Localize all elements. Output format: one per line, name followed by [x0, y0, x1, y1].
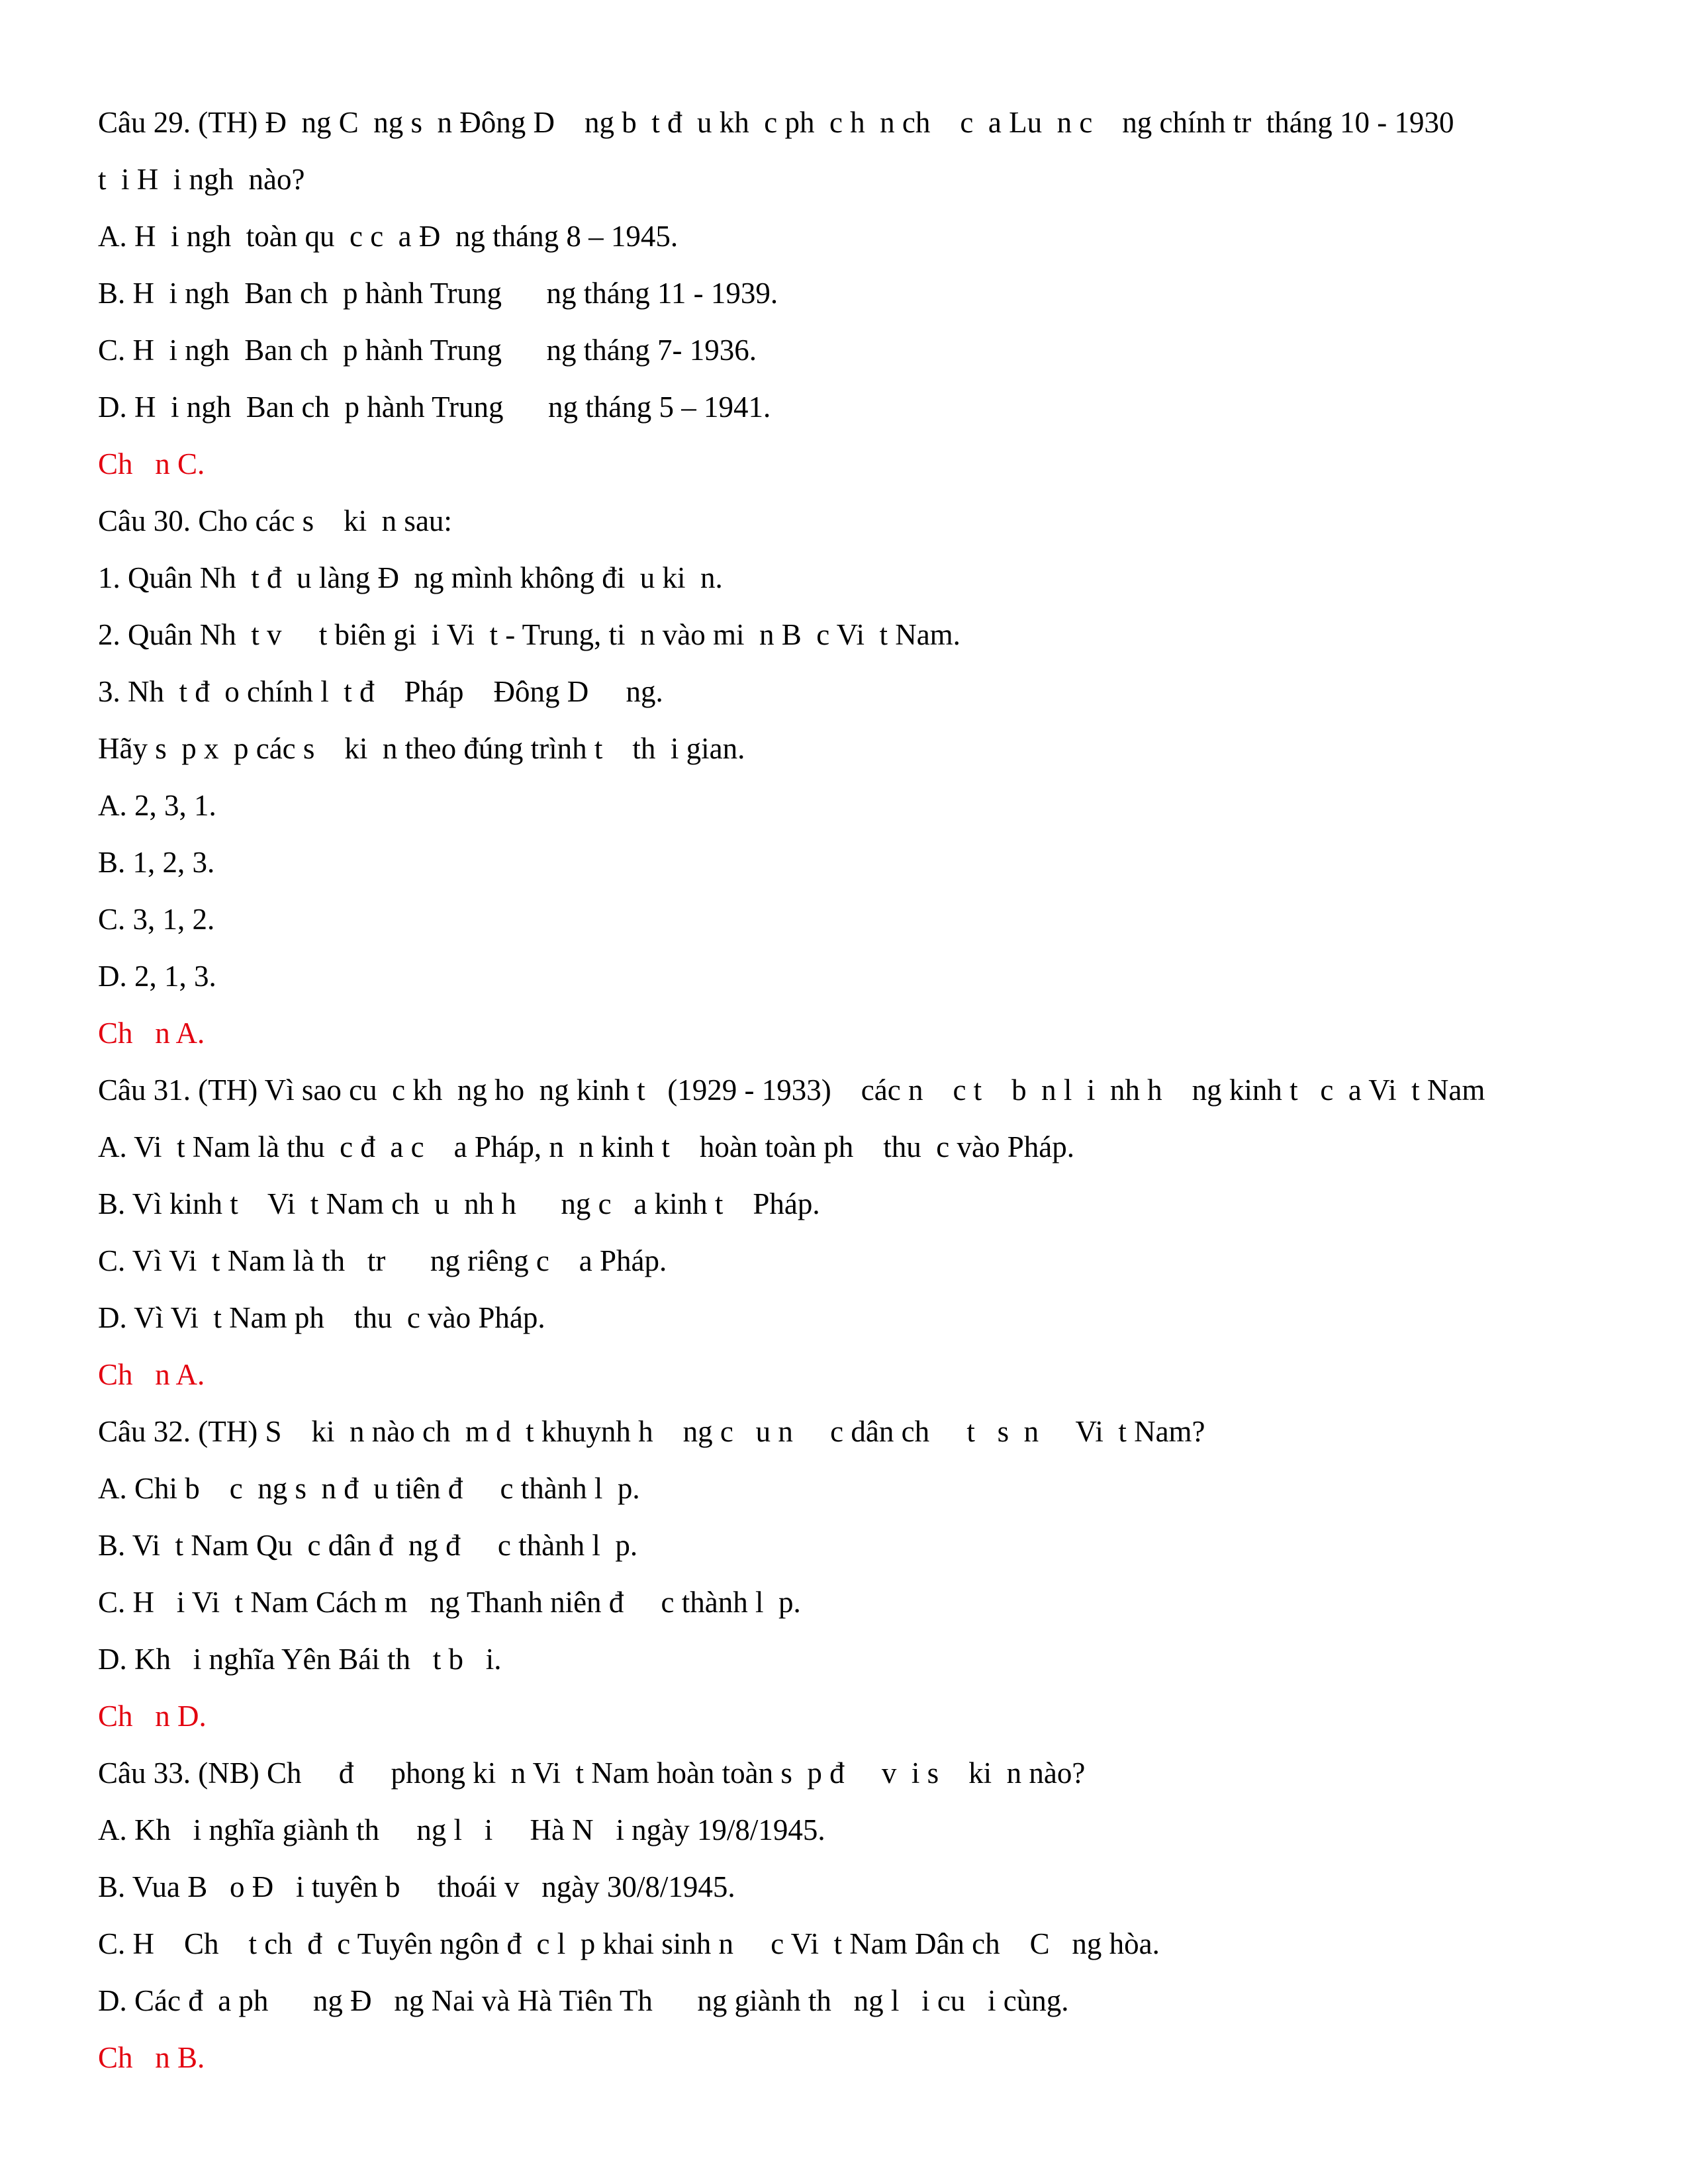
question-31-prompt: Câu 31. (TH) Vì sao cu c kh ng ho ng kinh t (1929 - 1933) các n c t b n l i nh h ng kinh t c a Vi t Nam: [98, 1073, 1485, 1107]
question-32-prompt: Câu 32. (TH) S ki n nào ch m d t khuynh h ng c u n c dân ch t s n Vi t Nam?: [98, 1415, 1205, 1448]
question-32-answer: Ch n D.: [98, 1700, 207, 1733]
question-30-answer: Ch n A.: [98, 1017, 205, 1050]
question-29-option-b: B. H i ngh Ban ch p hành Trung ng tháng 11 - 1939.: [98, 277, 778, 310]
question-31-answer: Ch n A.: [98, 1358, 205, 1391]
question-33-answer: Ch n B.: [98, 2041, 205, 2074]
question-32-option-a: A. Chi b c ng s n đ u tiên đ c thành l p.: [98, 1472, 640, 1505]
question-32-option-b: B. Vi t Nam Qu c dân đ ng đ c thành l p.: [98, 1529, 638, 1562]
question-31-option-b: B. Vì kinh t Vi t Nam ch u nh h ng c a kinh t Pháp.: [98, 1187, 820, 1220]
question-32-option-d: D. Kh i nghĩa Yên Bái th t b i.: [98, 1643, 502, 1676]
question-29-line-2: t i H i ngh nào?: [98, 163, 305, 196]
question-31-option-c: C. Vì Vi t Nam là th tr ng riêng c a Pháp.: [98, 1244, 667, 1277]
question-29-option-c: C. H i ngh Ban ch p hành Trung ng tháng 7- 1936.: [98, 334, 757, 367]
question-33-prompt: Câu 33. (NB) Ch đ phong ki n Vi t Nam hoàn toàn s p đ v i s ki n nào?: [98, 1756, 1086, 1790]
question-33-option-b: B. Vua B o Đ i tuyên b thoái v ngày 30/8/1945.: [98, 1870, 735, 1903]
question-29-option-a: A. H i ngh toàn qu c c a Đ ng tháng 8 – 1945.: [98, 220, 679, 253]
question-32-option-c: C. H i Vi t Nam Cách m ng Thanh niên đ c thành l p.: [98, 1586, 801, 1619]
question-29-answer: Ch n C.: [98, 447, 205, 480]
document-page: [98, 94, 1607, 2086]
question-30-option-a: A. 2, 3, 1.: [98, 789, 216, 822]
question-30-event-1: 1. Quân Nh t đ u làng Đ ng mình không đi u ki n.: [98, 561, 723, 594]
question-29-line-1: Câu 29. (TH) Đ ng C ng s n Đông D ng b t đ u kh c ph c h n ch c a Lu n c ng chính tr tháng 10 - 1930: [98, 106, 1454, 139]
question-30-event-3: 3. Nh t đ o chính l t đ Pháp Đông D ng.: [98, 675, 663, 708]
question-30-prompt: Câu 30. Cho các s ki n sau:: [98, 504, 452, 537]
question-30-instruction: Hãy s p x p các s ki n theo đúng trình t th i gian.: [98, 732, 745, 765]
question-30-option-b: B. 1, 2, 3.: [98, 846, 215, 879]
question-30-option-d: D. 2, 1, 3.: [98, 960, 216, 993]
question-30-event-2: 2. Quân Nh t v t biên gi i Vi t - Trung, ti n vào mi n B c Vi t Nam.: [98, 618, 961, 651]
question-33-option-d: D. Các đ a ph ng Đ ng Nai và Hà Tiên Th ng giành th ng l i cu i cùng.: [98, 1984, 1069, 2017]
question-33-option-c: C. H Ch t ch đ c Tuyên ngôn đ c l p khai sinh n c Vi t Nam Dân ch C ng hòa.: [98, 1927, 1160, 1960]
question-29-option-d: D. H i ngh Ban ch p hành Trung ng tháng 5 – 1941.: [98, 390, 771, 424]
question-31-option-d: D. Vì Vi t Nam ph thu c vào Pháp.: [98, 1301, 545, 1334]
question-31-option-a: A. Vi t Nam là thu c đ a c a Pháp, n n kinh t hoàn toàn ph thu c vào Pháp.: [98, 1130, 1074, 1163]
question-30-option-c: C. 3, 1, 2.: [98, 903, 215, 936]
question-33-option-a: A. Kh i nghĩa giành th ng l i Hà N i ngày 19/8/1945.: [98, 1813, 825, 1846]
